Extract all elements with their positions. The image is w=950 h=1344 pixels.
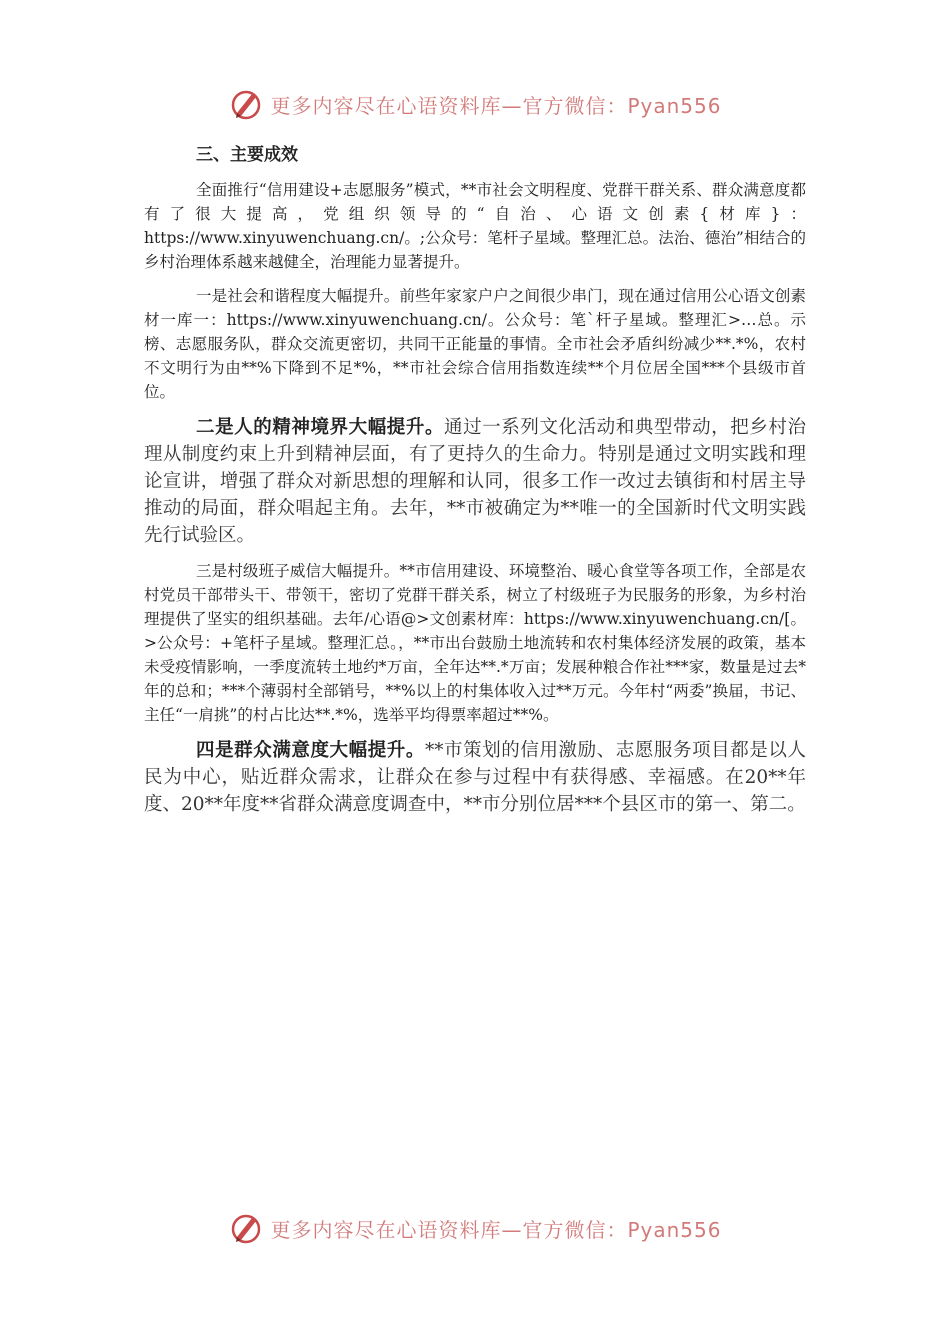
watermark-banner-bottom	[0, 1208, 950, 1248]
pen-circle-logo-icon	[228, 86, 264, 122]
paragraph-2-body: 通过一系列文化活动和典型带动，把乡村治理从制度约束上升到精神层面，有了更持久的生命力。特别是通过文明实践和理论宣讲，增强了群众对新思想的理解和认同，很多工作一改过去镇街和村居主导推动的局面，群众唱起主角。去年，**市被确定为**唯一的全国新时代文明实践先行试验区。	[144, 417, 806, 546]
paragraph-4-body: **市策划的信用激励、志愿服务项目都是以人民为中心，贴近群众需求，让群众在参与过程中有获得感、幸福感。在20**年度、20**年度**省群众满意度调查中，**市分别位居***个县区市的第一、第二。	[144, 740, 806, 815]
pen-circle-logo-icon	[228, 1210, 264, 1246]
section-heading: 三、主要成效	[196, 145, 298, 165]
intro-paragraph: 全面推行“信用建设+志愿服务”模式，**市社会文明程度、党群干群关系、群众满意度都有了很大提高，党组织领导的“自治、心语文创素{材库}：https://www.xinyuwenchuang.cn/。;公众号：笔杆子星域。整理汇总。法治、德治”相结合的乡村治理体系越来越健全，治理能力显著提升。	[144, 181, 806, 271]
watermark-banner-top	[0, 84, 950, 124]
paragraph-2-lead: 二是人的精神境界大幅提升。	[196, 417, 445, 438]
watermark-text: 更多内容尽在心语资料库—官方微信：Pyan556	[270, 1217, 722, 1242]
paragraph-1: 一是社会和谐程度大幅提升。前些年家家户户之间很少串门，现在通过信用公心语文创素材一库一：https://www.xinyuwenchuang.cn/。公众号：笔`杆子星域。整理汇>…总。示榜、志愿服务队，群众交流更密切，共同干正能量的事情。全市社会矛盾纠纷减少**.*%，农村不文明行为由**%下降到不足*%，**市社会综合信用指数连续**个月位居全国***个县级市首位。	[144, 287, 806, 401]
paragraph-4	[144, 737, 806, 818]
document-body	[144, 140, 806, 828]
paragraph-2	[144, 414, 806, 549]
watermark-text: 更多内容尽在心语资料库—官方微信：Pyan556	[270, 93, 722, 118]
paragraph-3: 三是村级班子威信大幅提升。**市信用建设、环境整治、暖心食堂等各项工作，全部是农村党员干部带头干、带领干，密切了党群干群关系，树立了村级班子为民服务的形象，为乡村治理提供了坚实的组织基础。去年/心语@>文创素材库：https://www.xinyuwenchuang.cn/[。>公众号：+笔杆子星域。整理汇总。，**市出台鼓励土地流转和农村集体经济发展的政策，基本未受疫情影响，一季度流转土地约*万亩，全年达**.*万亩；发展种粮合作社***家，数量是过去*年的总和；***个薄弱村全部销号，**%以上的村集体收入过**万元。今年村“两委”换届，书记、主任“一肩挑”的村占比达**.*%，选举平均得票率超过**%。	[144, 562, 806, 724]
paragraph-4-lead: 四是群众满意度大幅提升。	[196, 740, 425, 761]
